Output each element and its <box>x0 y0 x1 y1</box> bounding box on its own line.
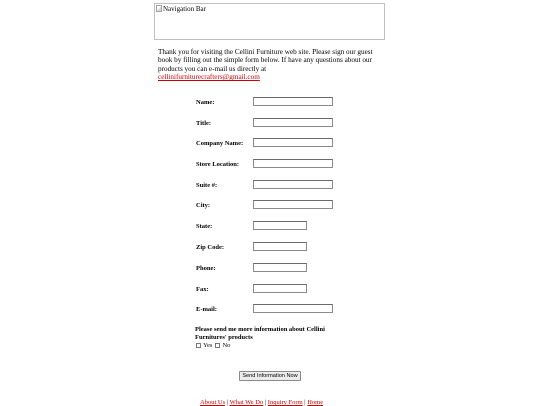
footer-separator: | <box>264 399 267 406</box>
yes-label: Yes <box>203 342 213 349</box>
email-label: E-mail: <box>196 306 217 313</box>
footer-link-about-us[interactable]: About Us <box>200 399 226 406</box>
title-label: Title: <box>196 120 212 127</box>
name-input[interactable] <box>253 97 333 106</box>
suite-input[interactable] <box>253 180 333 189</box>
city-input[interactable] <box>253 200 333 209</box>
send-information-button[interactable]: Send Information Now <box>239 371 301 381</box>
footer-link-what-we-do[interactable]: What We Do <box>229 399 264 406</box>
more-info-options <box>196 342 230 349</box>
navigation-bar-alt-text: Navigation Bar <box>163 5 206 13</box>
store-location-label: Store Location: <box>196 161 240 168</box>
broken-image <box>156 5 206 13</box>
fax-label: Fax: <box>196 286 209 293</box>
store-location-input[interactable] <box>253 159 333 168</box>
intro-paragraph <box>158 48 388 82</box>
phone-label: Phone: <box>196 265 216 272</box>
email-input[interactable] <box>253 304 333 313</box>
company-name-label: Company Name: <box>196 140 244 147</box>
broken-image-icon <box>156 5 162 12</box>
zip-code-label: Zip Code: <box>196 244 224 251</box>
footer-separator: | <box>304 399 306 406</box>
title-input[interactable] <box>253 118 333 127</box>
yes-checkbox[interactable] <box>196 343 201 348</box>
no-label: No <box>222 342 231 349</box>
fax-input[interactable] <box>253 284 307 293</box>
city-label: City: <box>196 202 211 209</box>
state-input[interactable] <box>253 221 307 230</box>
no-checkbox[interactable] <box>215 343 220 348</box>
more-info-question: Please send me more information about Cellini Furnitures' products <box>195 326 325 341</box>
footer-link-home[interactable]: Home <box>307 399 324 406</box>
footer-separator: | <box>226 399 229 406</box>
zip-code-input[interactable] <box>253 242 307 251</box>
intro-text: Thank you for visiting the Cellini Furniture web site. Please sign our guest book by filling out the simple form below. If have any questions about our products you can e-mail us directly at <box>158 48 373 73</box>
email-link[interactable]: cellinifurniturecrafters@gmail.com <box>158 73 260 82</box>
navigation-bar-image[interactable] <box>154 3 385 40</box>
footer-link-inquiry-form[interactable]: Inquiry Form <box>267 399 303 406</box>
name-label: Name: <box>196 99 215 106</box>
phone-input[interactable] <box>253 263 307 272</box>
suite-label: Suite #: <box>196 182 218 189</box>
state-label: State: <box>196 223 213 230</box>
company-name-input[interactable] <box>253 138 333 147</box>
